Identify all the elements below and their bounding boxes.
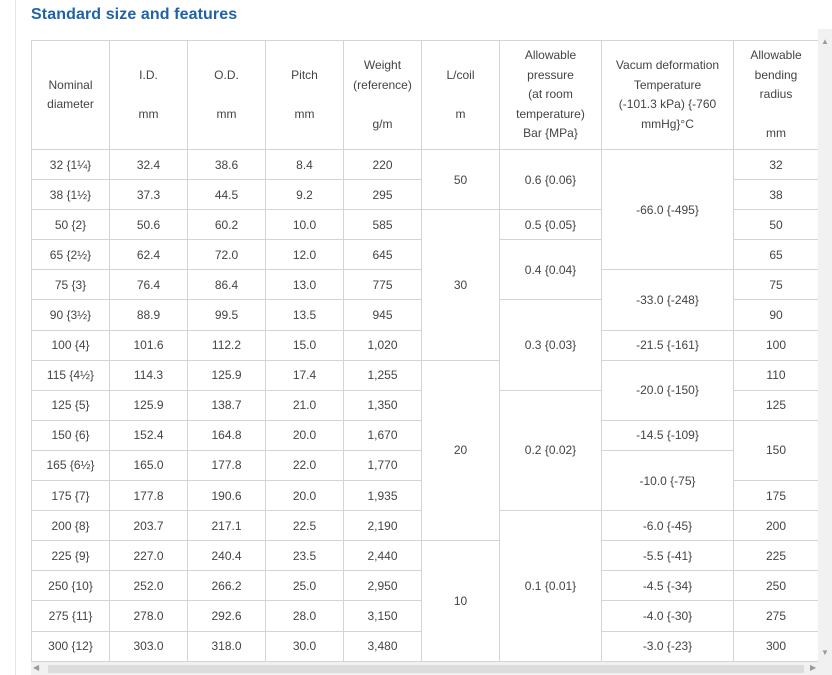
cell-bending: 175: [734, 481, 819, 511]
cell-bending: 75: [734, 270, 819, 300]
cell-pressure: 0.2 {0.02}: [500, 390, 602, 510]
cell-weight: 585: [344, 210, 422, 240]
page-left-divider: [15, 0, 16, 675]
cell-pitch: 25.0: [266, 571, 344, 601]
cell-id: 37.3: [110, 180, 188, 210]
header-nominal-diameter: [32, 41, 110, 150]
cell-id: 88.9: [110, 300, 188, 330]
cell-bending: 38: [734, 180, 819, 210]
cell-pitch: 17.4: [266, 360, 344, 390]
cell-od: 217.1: [188, 511, 266, 541]
cell-weight: 645: [344, 240, 422, 270]
header-pitch: [266, 41, 344, 150]
cell-vacuum: -66.0 {-495}: [602, 150, 734, 270]
table-header-row: [32, 41, 819, 150]
cell-id: 62.4: [110, 240, 188, 270]
cell-pitch: 9.2: [266, 180, 344, 210]
cell-vacuum: -4.5 {-34}: [602, 571, 734, 601]
cell-nominal: 115 {4½}: [32, 360, 110, 390]
cell-id: 177.8: [110, 481, 188, 511]
cell-id: 252.0: [110, 571, 188, 601]
cell-nominal: 225 {9}: [32, 541, 110, 571]
cell-od: 318.0: [188, 631, 266, 661]
cell-pressure: 0.1 {0.01}: [500, 511, 602, 661]
cell-nominal: 175 {7}: [32, 481, 110, 511]
header-text: diameter: [47, 97, 94, 111]
header-text: (at room: [528, 87, 573, 102]
cell-od: 60.2: [188, 210, 266, 240]
vertical-scrollbar-thumb[interactable]: [821, 45, 829, 648]
cell-weight: 3,150: [344, 601, 422, 631]
cell-l-coil: 10: [422, 541, 500, 661]
cell-bending: 65: [734, 240, 819, 270]
cell-pitch: 22.5: [266, 511, 344, 541]
cell-bending: 32: [734, 150, 819, 180]
cell-od: 240.4: [188, 541, 266, 571]
cell-bending: 200: [734, 511, 819, 541]
specifications-table: [31, 40, 819, 662]
scroll-right-icon[interactable]: ▶: [810, 663, 817, 672]
cell-bending: 90: [734, 300, 819, 330]
cell-bending: 110: [734, 360, 819, 390]
cell-id: 76.4: [110, 270, 188, 300]
cell-pitch: 10.0: [266, 210, 344, 240]
cell-od: 86.4: [188, 270, 266, 300]
cell-id: 125.9: [110, 390, 188, 420]
header-text: L/coil: [446, 67, 475, 82]
header-text: (reference): [353, 77, 412, 92]
header-vacuum-deformation: [602, 41, 734, 150]
cell-pitch: 20.0: [266, 481, 344, 511]
cell-id: 203.7: [110, 511, 188, 541]
cell-weight: 1,770: [344, 450, 422, 480]
cell-bending: 150: [734, 420, 819, 480]
cell-vacuum: -6.0 {-45}: [602, 511, 734, 541]
cell-vacuum: -14.5 {-109}: [602, 420, 734, 450]
cell-bending: 225: [734, 541, 819, 571]
cell-nominal: 150 {6}: [32, 420, 110, 450]
cell-weight: 775: [344, 270, 422, 300]
cell-vacuum: -10.0 {-75}: [602, 450, 734, 510]
cell-pitch: 28.0: [266, 601, 344, 631]
header-text: temperature): [516, 106, 585, 121]
cell-id: 50.6: [110, 210, 188, 240]
header-text: I.D.: [139, 67, 158, 82]
header-l-coil: [422, 41, 500, 150]
table-row: [32, 541, 819, 571]
header-od: [188, 41, 266, 150]
cell-nominal: 275 {11}: [32, 601, 110, 631]
header-text: radius: [759, 87, 793, 102]
cell-pitch: 30.0: [266, 631, 344, 661]
cell-pitch: 13.5: [266, 300, 344, 330]
table-scroll-container[interactable]: [31, 40, 832, 662]
cell-od: 99.5: [188, 300, 266, 330]
cell-pitch: 8.4: [266, 150, 344, 180]
cell-id: 32.4: [110, 150, 188, 180]
header-text: bending: [754, 67, 798, 82]
section-title: Standard size and features: [31, 6, 238, 23]
cell-pressure: 0.6 {0.06}: [500, 150, 602, 210]
cell-id: 303.0: [110, 631, 188, 661]
cell-nominal: 65 {2½}: [32, 240, 110, 270]
cell-od: 292.6: [188, 601, 266, 631]
cell-weight: 2,440: [344, 541, 422, 571]
header-unit: mm: [216, 106, 237, 121]
cell-bending: 250: [734, 571, 819, 601]
cell-pressure: 0.4 {0.04}: [500, 240, 602, 300]
header-id: [110, 41, 188, 150]
header-text: (-101.3 kPa) {-760: [618, 97, 717, 111]
header-unit: mm: [294, 106, 315, 121]
cell-l-coil: 50: [422, 150, 500, 210]
horizontal-scrollbar-thumb[interactable]: [48, 665, 804, 673]
cell-nominal: 38 {1½}: [32, 180, 110, 210]
cell-nominal: 200 {8}: [32, 511, 110, 541]
cell-pressure: 0.5 {0.05}: [500, 210, 602, 240]
cell-weight: 1,670: [344, 420, 422, 450]
cell-od: 190.6: [188, 481, 266, 511]
cell-bending: 275: [734, 601, 819, 631]
header-text: O.D.: [214, 67, 239, 82]
cell-nominal: 100 {4}: [32, 330, 110, 360]
cell-nominal: 125 {5}: [32, 390, 110, 420]
header-text: Allowable: [524, 48, 577, 63]
cell-od: 38.6: [188, 150, 266, 180]
cell-weight: 1,935: [344, 481, 422, 511]
cell-vacuum: -20.0 {-150}: [602, 360, 734, 420]
header-allowable-pressure: [500, 41, 602, 150]
scroll-left-icon[interactable]: ◀: [33, 663, 40, 672]
cell-weight: 945: [344, 300, 422, 330]
header-unit: mm: [138, 106, 159, 121]
cell-weight: 3,480: [344, 631, 422, 661]
cell-id: 114.3: [110, 360, 188, 390]
cell-od: 44.5: [188, 180, 266, 210]
cell-pitch: 22.0: [266, 450, 344, 480]
header-unit: Bar {MPa}: [523, 126, 578, 141]
cell-nominal: 165 {6½}: [32, 450, 110, 480]
scroll-up-icon[interactable]: ▲: [821, 37, 829, 46]
vertical-scrollbar[interactable]: [818, 29, 832, 662]
cell-pitch: 15.0: [266, 330, 344, 360]
cell-nominal: 50 {2}: [32, 210, 110, 240]
cell-id: 227.0: [110, 541, 188, 571]
cell-weight: 1,020: [344, 330, 422, 360]
cell-od: 164.8: [188, 420, 266, 450]
cell-pressure: 0.3 {0.03}: [500, 300, 602, 390]
cell-nominal: 300 {12}: [32, 631, 110, 661]
cell-vacuum: -5.5 {-41}: [602, 541, 734, 571]
cell-od: 112.2: [188, 330, 266, 360]
cell-l-coil: 30: [422, 210, 500, 360]
cell-bending: 300: [734, 631, 819, 661]
header-weight: [344, 41, 422, 150]
cell-od: 125.9: [188, 360, 266, 390]
header-text: pressure: [527, 67, 574, 82]
cell-nominal: 250 {10}: [32, 571, 110, 601]
cell-bending: 125: [734, 390, 819, 420]
scroll-down-icon[interactable]: ▼: [821, 648, 829, 657]
header-text: Pitch: [291, 67, 318, 82]
cell-nominal: 90 {3½}: [32, 300, 110, 330]
header-text: mmHg}°C: [641, 116, 694, 131]
cell-od: 138.7: [188, 390, 266, 420]
header-unit: mm: [766, 126, 786, 141]
cell-vacuum: -21.5 {-161}: [602, 330, 734, 360]
cell-od: 72.0: [188, 240, 266, 270]
cell-id: 165.0: [110, 450, 188, 480]
cell-nominal: 32 {1¼}: [32, 150, 110, 180]
cell-pitch: 20.0: [266, 420, 344, 450]
cell-bending: 50: [734, 210, 819, 240]
table-row: [32, 150, 819, 180]
cell-vacuum: -3.0 {-23}: [602, 631, 734, 661]
header-bending-radius: [734, 41, 819, 150]
header-text: Temperature: [633, 77, 702, 92]
header-text: Nominal: [48, 77, 93, 92]
cell-weight: 1,255: [344, 360, 422, 390]
cell-pitch: 13.0: [266, 270, 344, 300]
header-text: Weight: [363, 58, 402, 72]
cell-vacuum: -4.0 {-30}: [602, 601, 734, 631]
table-row: [32, 360, 819, 390]
header-unit: m: [455, 106, 466, 121]
cell-pitch: 21.0: [266, 390, 344, 420]
cell-nominal: 75 {3}: [32, 270, 110, 300]
cell-bending: 100: [734, 330, 819, 360]
cell-id: 278.0: [110, 601, 188, 631]
cell-l-coil: 20: [422, 360, 500, 541]
cell-id: 152.4: [110, 420, 188, 450]
cell-pitch: 12.0: [266, 240, 344, 270]
cell-weight: 2,190: [344, 511, 422, 541]
cell-vacuum: -33.0 {-248}: [602, 270, 734, 330]
header-unit: g/m: [372, 116, 393, 131]
cell-weight: 2,950: [344, 571, 422, 601]
header-text: Allowable: [750, 48, 802, 63]
cell-id: 101.6: [110, 330, 188, 360]
cell-pitch: 23.5: [266, 541, 344, 571]
cell-od: 266.2: [188, 571, 266, 601]
cell-weight: 295: [344, 180, 422, 210]
header-text: Vacum deformation: [615, 58, 720, 72]
cell-weight: 220: [344, 150, 422, 180]
cell-od: 177.8: [188, 450, 266, 480]
cell-weight: 1,350: [344, 390, 422, 420]
